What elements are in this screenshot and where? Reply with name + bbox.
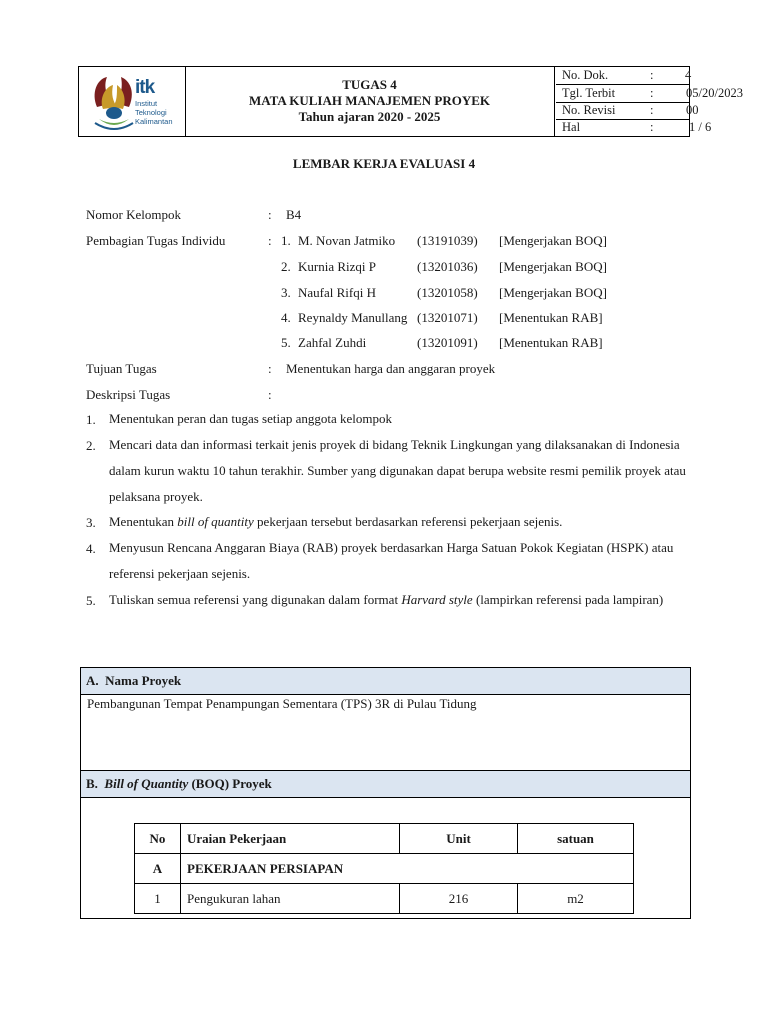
logo-name-line2: Teknologi	[135, 108, 167, 117]
meta-row-page	[556, 119, 712, 136]
section-a-body: Pembangunan Tempat Penampungan Sementara (TPS) 3R di Pulau Tidung	[87, 696, 477, 711]
section-a-letter: A.	[86, 673, 99, 688]
boq-col-item: Uraian Pekerjaan	[181, 824, 400, 854]
section-b-header	[81, 770, 690, 798]
boq-table	[134, 823, 634, 914]
task-text: Menentukan bill of quantity pekerjaan tersebut berdasarkan referensi pekerjaan sejenis.	[109, 514, 563, 529]
header-title-line2: MATA KULIAH MANAJEMEN PROYEK	[248, 93, 491, 108]
meta-label: No. Dok.	[562, 68, 609, 82]
boq-cell-item: Pengukuran lahan	[181, 884, 400, 914]
task-text: Mencari data dan informasi terkait jenis proyek di bidang Teknik Lingkungan yang dilaksanakan di Indonesia dalam kurun waktu 10 tahun terakhir. Sumber yang digunakan dapat berupa website resmi pemilik proyek atau pelaksana proyek.	[109, 437, 686, 504]
member-task: [Mengerjakan BOQ]	[499, 285, 607, 300]
meta-value: 05/20/2023	[686, 86, 743, 100]
group-colon: :	[268, 207, 272, 222]
header-meta	[556, 67, 743, 136]
boq-col-unit: Unit	[400, 824, 518, 854]
member-task: [Menentukan RAB]	[499, 335, 603, 350]
task-text: Menentukan peran dan tugas setiap anggota kelompok	[109, 411, 393, 426]
boq-group-name: PEKERJAAN PERSIAPAN	[181, 854, 634, 884]
division-label: Pembagian Tugas Individu	[86, 233, 226, 248]
member-task: [Mengerjakan BOQ]	[499, 233, 607, 248]
member-num: 4.	[281, 310, 291, 325]
logo-name-line1: Institut	[135, 99, 158, 108]
member-nim: (13201036)	[417, 259, 478, 274]
table-row	[135, 884, 634, 914]
document-header	[78, 66, 743, 137]
boq-group-code: A	[135, 854, 181, 884]
header-title	[185, 67, 555, 136]
meta-label: No. Revisi	[562, 103, 616, 117]
goal-value: Menentukan harga dan anggaran proyek	[286, 361, 496, 376]
meta-row-revision	[556, 102, 699, 120]
task-num: 3.	[86, 515, 96, 530]
group-value: B4	[286, 207, 302, 222]
boq-cell-satuan: m2	[518, 884, 634, 914]
member-name: Kurnia Rizqi P	[298, 259, 376, 274]
task-num: 1.	[86, 412, 96, 427]
section-a-header	[81, 668, 690, 695]
meta-value: 00	[686, 103, 699, 117]
member-nim: (13201058)	[417, 285, 478, 300]
goal-colon: :	[268, 361, 272, 376]
member-num: 2.	[281, 259, 291, 274]
section-b-letter: B.	[86, 776, 98, 791]
meta-colon: :	[650, 68, 654, 82]
member-name: Reynaldy Manullang	[298, 310, 408, 325]
task-num: 5.	[86, 593, 96, 608]
logo-acronym: itk	[135, 77, 155, 98]
boq-cell-unit: 216	[400, 884, 518, 914]
logo-cell	[79, 67, 186, 136]
member-task: [Mengerjakan BOQ]	[499, 259, 607, 274]
member-num: 5.	[281, 335, 291, 350]
section-a-title: Nama Proyek	[105, 673, 182, 688]
boq-col-satuan: satuan	[518, 824, 634, 854]
member-name: M. Novan Jatmiko	[298, 233, 396, 248]
task-num: 2.	[86, 438, 96, 453]
member-name: Naufal Rifqi H	[298, 285, 376, 300]
meta-colon: :	[650, 86, 654, 100]
member-num: 1.	[281, 233, 291, 248]
boq-col-no: No	[135, 824, 181, 854]
boq-header-row	[135, 824, 634, 854]
header-title-line1: TUGAS 4	[342, 77, 397, 92]
section-b-title-rest: (BOQ) Proyek	[188, 776, 272, 791]
meta-row-doc	[556, 67, 690, 85]
member-nim: (13201071)	[417, 310, 478, 325]
boq-cell-no: 1	[135, 884, 181, 914]
member-name: Zahfal Zuhdi	[298, 335, 367, 350]
goal-label: Tujuan Tugas	[86, 361, 157, 376]
desc-label: Deskripsi Tugas	[86, 387, 171, 402]
member-task: [Menentukan RAB]	[499, 310, 603, 325]
page-heading: LEMBAR KERJA EVALUASI 4	[292, 156, 476, 171]
logo-name-line3: Kalimantan	[135, 117, 173, 126]
task-text: Menyusun Rencana Anggaran Biaya (RAB) proyek berdasarkan Harga Satuan Pokok Kegiatan (HSPK) atau referensi pekerjaan sejenis.	[109, 540, 674, 581]
meta-colon: :	[650, 120, 654, 134]
meta-value: 1 / 6	[689, 120, 712, 134]
boq-group-row	[135, 854, 634, 884]
task-text: Tuliskan semua referensi yang digunakan dalam format Harvard style (lampirkan referensi pada lampiran)	[109, 592, 664, 607]
meta-colon: :	[650, 103, 654, 117]
meta-label: Hal	[562, 120, 581, 134]
division-colon: :	[268, 233, 272, 248]
task-num: 4.	[86, 541, 96, 556]
group-label: Nomor Kelompok	[86, 207, 181, 222]
meta-row-date	[556, 85, 743, 103]
header-title-line3: Tahun ajaran 2020 - 2025	[298, 109, 441, 124]
desc-colon: :	[268, 387, 272, 402]
section-b-title-em: Bill of Quantity	[104, 776, 189, 791]
member-nim: (13201091)	[417, 335, 478, 350]
member-num: 3.	[281, 285, 291, 300]
meta-label: Tgl. Terbit	[562, 86, 616, 100]
meta-value: 4	[685, 68, 692, 82]
member-nim: (13191039)	[417, 233, 478, 248]
